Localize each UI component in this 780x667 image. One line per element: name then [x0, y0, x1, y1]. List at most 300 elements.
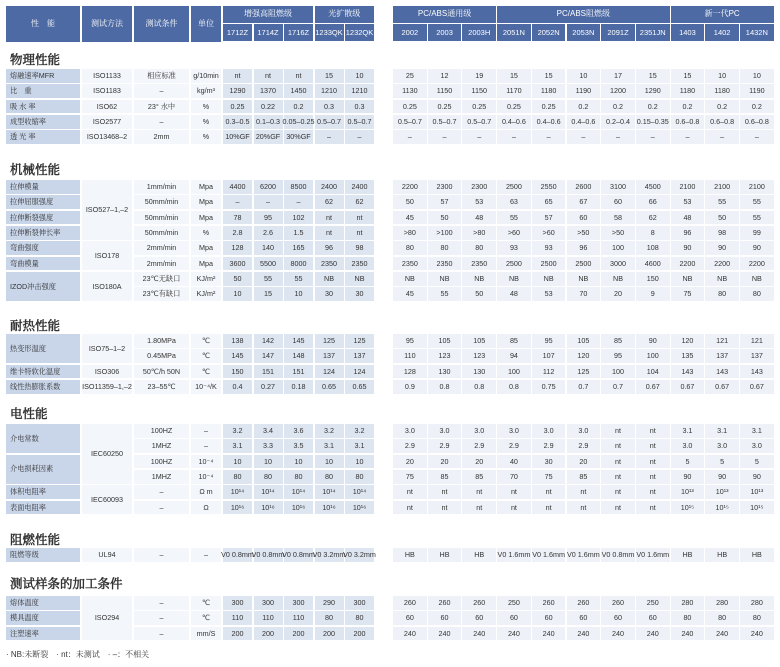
value-cell: 1190 [567, 84, 601, 98]
value-cell: 50 [462, 287, 496, 301]
test-condition: 100HZ [134, 455, 189, 469]
header-grade: 1714Z [254, 24, 283, 41]
value-cell: NB [705, 272, 739, 286]
value-cell: 0.8 [428, 380, 462, 394]
value-cell: 1290 [636, 84, 670, 98]
value-cell: 80 [393, 241, 427, 255]
value-cell: 85 [601, 334, 635, 348]
value-cell: 80 [345, 611, 374, 625]
row-label: 维卡特软化温度 [6, 365, 80, 379]
value-cell: 0.2 [636, 100, 670, 114]
test-condition: 23℃无缺口 [134, 272, 189, 286]
value-cell: – [567, 130, 601, 144]
value-cell: 0.05–0.25 [284, 115, 313, 129]
header-grade: 1716Z [284, 24, 313, 41]
value-cell: 0.2 [705, 100, 739, 114]
header-grade: 2052N [532, 24, 566, 41]
value-cell: 0.5–0.7 [345, 115, 374, 129]
test-condition: 1.80MPa [134, 334, 189, 348]
value-cell: 260 [532, 596, 566, 610]
unit: ℃ [191, 596, 221, 610]
value-cell: 135 [671, 349, 705, 363]
unit: – [191, 548, 221, 562]
value-cell: HB [462, 548, 496, 562]
value-cell: 0.25 [462, 100, 496, 114]
value-cell: 200 [223, 627, 252, 641]
value-cell: 10¹⁶ [223, 501, 252, 515]
value-cell: nt [315, 211, 344, 225]
value-cell: 0.25 [532, 100, 566, 114]
value-cell: 60 [601, 611, 635, 625]
value-cell: HB [393, 548, 427, 562]
value-cell: 3100 [601, 180, 635, 194]
value-cell: V0 0.8mm [284, 548, 313, 562]
value-cell: 20 [428, 455, 462, 469]
test-condition: 23℃有缺口 [134, 287, 189, 301]
value-cell: – [705, 130, 739, 144]
test-condition: 2mm [134, 130, 189, 144]
value-cell: 2350 [345, 257, 374, 271]
value-cell: 25 [393, 69, 427, 83]
value-cell: 124 [315, 365, 344, 379]
value-cell: 57 [532, 211, 566, 225]
value-cell: V0 0.8mm [601, 548, 635, 562]
value-cell: 130 [462, 365, 496, 379]
test-condition: 1mm/min [134, 180, 189, 194]
value-cell: nt [636, 485, 670, 499]
value-cell: 85 [567, 470, 601, 484]
value-cell: 2.9 [428, 439, 462, 453]
value-cell: 10¹⁴ [254, 485, 283, 499]
value-cell: 0.25 [497, 100, 531, 114]
value-cell: 300 [223, 596, 252, 610]
value-cell: 10¹³ [671, 485, 705, 499]
value-cell: 1180 [532, 84, 566, 98]
value-cell: 110 [284, 611, 313, 625]
legend-note: · NB:未断裂 · nt：未测试 · –：不相关 [6, 650, 150, 659]
unit: 10⁻⁴ [191, 455, 221, 469]
value-cell: 80 [223, 470, 252, 484]
value-cell: 240 [567, 627, 601, 641]
value-cell: 104 [636, 365, 670, 379]
value-cell: 10¹⁶ [315, 501, 344, 515]
section-title: 测试样条的加工条件 [10, 577, 123, 591]
row-label: 熔体温度 [6, 596, 80, 610]
value-cell: 3.4 [254, 424, 283, 438]
test-method: ISO178 [82, 241, 132, 270]
value-cell: 17 [601, 69, 635, 83]
value-cell: 0.8 [462, 380, 496, 394]
value-cell: 60 [567, 211, 601, 225]
value-cell: 20 [462, 455, 496, 469]
value-cell: nt [567, 501, 601, 515]
value-cell: 112 [532, 365, 566, 379]
value-cell: 250 [636, 596, 670, 610]
test-condition: 2mm/min [134, 257, 189, 271]
value-cell: – [315, 130, 344, 144]
value-cell: 140 [254, 241, 283, 255]
value-cell: 80 [740, 287, 774, 301]
value-cell: 99 [740, 226, 774, 240]
value-cell: 90 [636, 334, 670, 348]
value-cell: 66 [636, 195, 670, 209]
value-cell: 110 [393, 349, 427, 363]
value-cell: 3.0 [567, 424, 601, 438]
value-cell: 110 [223, 611, 252, 625]
value-cell: 0.65 [345, 380, 374, 394]
value-cell: 0.65 [315, 380, 344, 394]
value-cell: 10¹⁵ [705, 501, 739, 515]
value-cell: – [462, 130, 496, 144]
value-cell: 50 [393, 195, 427, 209]
header-grade: 2002 [393, 24, 427, 41]
test-condition: – [134, 596, 189, 610]
value-cell: 3.2 [223, 424, 252, 438]
value-cell: nt [532, 501, 566, 515]
value-cell: 200 [254, 627, 283, 641]
value-cell: 70 [567, 287, 601, 301]
value-cell: nt [636, 455, 670, 469]
value-cell: 58 [601, 211, 635, 225]
value-cell: 10 [315, 455, 344, 469]
value-cell: 200 [284, 627, 313, 641]
row-label: 线性热膨胀系数 [6, 380, 80, 394]
value-cell: 3.0 [462, 424, 496, 438]
value-cell: 3600 [223, 257, 252, 271]
header-grade: 1432N [740, 24, 774, 41]
value-cell: 300 [345, 596, 374, 610]
value-cell: V0 1.6mm [532, 548, 566, 562]
unit: Ω [191, 501, 221, 515]
value-cell: 90 [705, 470, 739, 484]
value-cell: 143 [705, 365, 739, 379]
section-title: 物理性能 [10, 53, 61, 67]
test-condition: 50mm/min [134, 226, 189, 240]
value-cell: 62 [345, 195, 374, 209]
value-cell: 10 [345, 69, 374, 83]
value-cell: 0.2 [567, 100, 601, 114]
unit: 10⁻⁴/K [191, 380, 221, 394]
value-cell: 75 [532, 470, 566, 484]
value-cell: 143 [671, 365, 705, 379]
row-label: 弯曲模量 [6, 257, 80, 271]
value-cell: 0.6–0.8 [740, 115, 774, 129]
value-cell: 2.6 [254, 226, 283, 240]
value-cell: 150 [636, 272, 670, 286]
unit: % [191, 100, 221, 114]
value-cell: 280 [705, 596, 739, 610]
value-cell: 4400 [223, 180, 252, 194]
value-cell: 10 [567, 69, 601, 83]
value-cell: NB [740, 272, 774, 286]
value-cell: 2500 [532, 257, 566, 271]
value-cell: V0 0.8mm [223, 548, 252, 562]
value-cell: 123 [462, 349, 496, 363]
value-cell: 10 [705, 69, 739, 83]
value-cell: 3.1 [315, 439, 344, 453]
value-cell: nt [601, 424, 635, 438]
value-cell: 3.0 [428, 424, 462, 438]
header-group: PC/ABS通用级 [393, 6, 496, 23]
value-cell: 300 [284, 596, 313, 610]
header-grade: 2003 [428, 24, 462, 41]
value-cell: 3.1 [223, 439, 252, 453]
value-cell: 3.2 [315, 424, 344, 438]
value-cell: 60 [567, 611, 601, 625]
value-cell: nt [345, 211, 374, 225]
value-cell: 85 [462, 470, 496, 484]
row-label: 比 重 [6, 84, 80, 98]
value-cell: 260 [601, 596, 635, 610]
test-method: IEC60250 [82, 424, 132, 484]
header-property: 性 能 [6, 6, 80, 42]
value-cell: 3.5 [284, 439, 313, 453]
value-cell: 240 [462, 627, 496, 641]
value-cell: 0.7 [601, 380, 635, 394]
value-cell: >60 [497, 226, 531, 240]
value-cell: 3.0 [705, 439, 739, 453]
header-group: 新一代PC [671, 6, 774, 23]
value-cell: 60 [393, 611, 427, 625]
header-grade: 2053N [567, 24, 601, 41]
value-cell: HB [671, 548, 705, 562]
value-cell: – [636, 130, 670, 144]
value-cell: 0.4 [223, 380, 252, 394]
value-cell: 60 [636, 611, 670, 625]
header-grade: 2051N [497, 24, 531, 41]
value-cell: 2350 [315, 257, 344, 271]
value-cell: 15 [497, 69, 531, 83]
value-cell: nt [601, 485, 635, 499]
value-cell: 95 [393, 334, 427, 348]
value-cell: 80 [254, 470, 283, 484]
header-grade: 2091Z [601, 24, 635, 41]
value-cell: 2.9 [497, 439, 531, 453]
value-cell: NB [345, 272, 374, 286]
unit: Ω m [191, 485, 221, 499]
value-cell: 240 [497, 627, 531, 641]
value-cell: 2300 [428, 180, 462, 194]
unit: Mpa [191, 257, 221, 271]
value-cell: – [393, 130, 427, 144]
value-cell: 0.25 [428, 100, 462, 114]
value-cell: 105 [462, 334, 496, 348]
value-cell: nt [428, 485, 462, 499]
value-cell: 137 [705, 349, 739, 363]
value-cell: 0.22 [254, 100, 283, 114]
value-cell: 125 [315, 334, 344, 348]
value-cell: 20%GF [254, 130, 283, 144]
value-cell: 300 [254, 596, 283, 610]
value-cell: nt [567, 485, 601, 499]
value-cell: 0.25 [223, 100, 252, 114]
value-cell: 240 [671, 627, 705, 641]
value-cell: 95 [532, 334, 566, 348]
value-cell: 1130 [393, 84, 427, 98]
value-cell: 10 [223, 455, 252, 469]
value-cell: 57 [428, 195, 462, 209]
value-cell: 260 [462, 596, 496, 610]
value-cell: 2200 [705, 257, 739, 271]
test-method: ISO13468–2 [82, 130, 132, 144]
row-label: 介电常数 [6, 424, 80, 453]
value-cell: 80 [315, 611, 344, 625]
value-cell: NB [428, 272, 462, 286]
value-cell: 10 [345, 455, 374, 469]
value-cell: HB [428, 548, 462, 562]
value-cell: 240 [636, 627, 670, 641]
value-cell: 137 [740, 349, 774, 363]
value-cell: nt [636, 501, 670, 515]
value-cell: >80 [462, 226, 496, 240]
value-cell: 1150 [462, 84, 496, 98]
test-condition: 23° 水中 [134, 100, 189, 114]
value-cell: 30 [532, 455, 566, 469]
value-cell: nt [601, 501, 635, 515]
unit: % [191, 226, 221, 240]
row-label: IZOD冲击强度 [6, 272, 80, 301]
value-cell: 10 [223, 287, 252, 301]
value-cell: 85 [497, 334, 531, 348]
value-cell: 62 [636, 211, 670, 225]
value-cell: 10¹³ [705, 485, 739, 499]
value-cell: V0 3.2mm [315, 548, 344, 562]
value-cell: 20 [601, 287, 635, 301]
value-cell: 0.2–0.4 [601, 115, 635, 129]
value-cell: 2500 [497, 257, 531, 271]
value-cell: 15 [315, 69, 344, 83]
value-cell: 260 [428, 596, 462, 610]
value-cell: 48 [462, 211, 496, 225]
value-cell: 145 [223, 349, 252, 363]
value-cell: nt [315, 226, 344, 240]
value-cell: 107 [532, 349, 566, 363]
value-cell: 2300 [462, 180, 496, 194]
value-cell: 96 [315, 241, 344, 255]
value-cell: 10¹⁵ [740, 501, 774, 515]
value-cell: 280 [740, 596, 774, 610]
value-cell: 60 [462, 611, 496, 625]
row-label: 阻燃等级 [6, 548, 80, 562]
value-cell: – [223, 195, 252, 209]
value-cell: 121 [740, 334, 774, 348]
value-cell: 105 [567, 334, 601, 348]
value-cell: – [671, 130, 705, 144]
test-method: ISO527–1,–2 [82, 180, 132, 240]
value-cell: 50 [705, 211, 739, 225]
value-cell: 120 [567, 349, 601, 363]
test-condition: 100HZ [134, 424, 189, 438]
section-title: 机械性能 [10, 163, 61, 177]
row-label: 拉伸断裂强度 [6, 211, 80, 225]
value-cell: 2350 [462, 257, 496, 271]
value-cell: 5500 [254, 257, 283, 271]
value-cell: 0.67 [740, 380, 774, 394]
value-cell: 0.4–0.6 [567, 115, 601, 129]
value-cell: 147 [254, 349, 283, 363]
unit: g/10min [191, 69, 221, 83]
value-cell: 240 [428, 627, 462, 641]
value-cell: 0.5–0.7 [315, 115, 344, 129]
unit: Mpa [191, 195, 221, 209]
section-title: 电性能 [10, 407, 48, 421]
value-cell: 2350 [428, 257, 462, 271]
value-cell: 15 [671, 69, 705, 83]
value-cell: 5 [705, 455, 739, 469]
value-cell: 1370 [254, 84, 283, 98]
value-cell: 100 [601, 241, 635, 255]
unit: KJ/m² [191, 272, 221, 286]
unit: Mpa [191, 180, 221, 194]
unit: ℃ [191, 611, 221, 625]
value-cell: 1450 [284, 84, 313, 98]
value-cell: 65 [532, 195, 566, 209]
value-cell: 90 [671, 241, 705, 255]
value-cell: >50 [601, 226, 635, 240]
value-cell: 10¹⁴ [345, 485, 374, 499]
value-cell: 10 [254, 455, 283, 469]
value-cell: 0.18 [284, 380, 313, 394]
unit: ℃ [191, 365, 221, 379]
unit: % [191, 115, 221, 129]
test-condition: 0.45MPa [134, 349, 189, 363]
value-cell: 78 [223, 211, 252, 225]
unit: Mpa [191, 211, 221, 225]
value-cell: nt [428, 501, 462, 515]
value-cell: NB [315, 272, 344, 286]
value-cell: 0.9 [393, 380, 427, 394]
unit: kg/m³ [191, 84, 221, 98]
value-cell: 8 [636, 226, 670, 240]
value-cell: nt [532, 485, 566, 499]
value-cell: NB [671, 272, 705, 286]
value-cell: 60 [497, 611, 531, 625]
value-cell: nt [601, 470, 635, 484]
value-cell: 150 [223, 365, 252, 379]
value-cell: 53 [462, 195, 496, 209]
value-cell: NB [462, 272, 496, 286]
unit: KJ/m² [191, 287, 221, 301]
value-cell: nt [636, 424, 670, 438]
test-method: ISO306 [82, 365, 132, 379]
value-cell: 85 [428, 470, 462, 484]
value-cell: 2500 [497, 180, 531, 194]
row-label: 表面电阻率 [6, 501, 80, 515]
header-grade: 1233QK [315, 24, 344, 41]
value-cell: 10¹⁴ [284, 485, 313, 499]
value-cell: 98 [705, 226, 739, 240]
value-cell: 5 [740, 455, 774, 469]
value-cell: V0 0.8mm [254, 548, 283, 562]
value-cell: nt [462, 501, 496, 515]
value-cell: nt [254, 69, 283, 83]
value-cell: 75 [671, 287, 705, 301]
value-cell: 95 [601, 349, 635, 363]
value-cell: – [284, 195, 313, 209]
value-cell: 125 [345, 334, 374, 348]
unit: ℃ [191, 349, 221, 363]
value-cell: 240 [740, 627, 774, 641]
value-cell: 15 [636, 69, 670, 83]
value-cell: 1.5 [284, 226, 313, 240]
value-cell: 10¹⁶ [284, 501, 313, 515]
test-condition: – [134, 627, 189, 641]
value-cell: HB [705, 548, 739, 562]
value-cell: 0.5–0.7 [428, 115, 462, 129]
value-cell: 96 [567, 241, 601, 255]
unit: – [191, 439, 221, 453]
value-cell: 10¹³ [740, 485, 774, 499]
